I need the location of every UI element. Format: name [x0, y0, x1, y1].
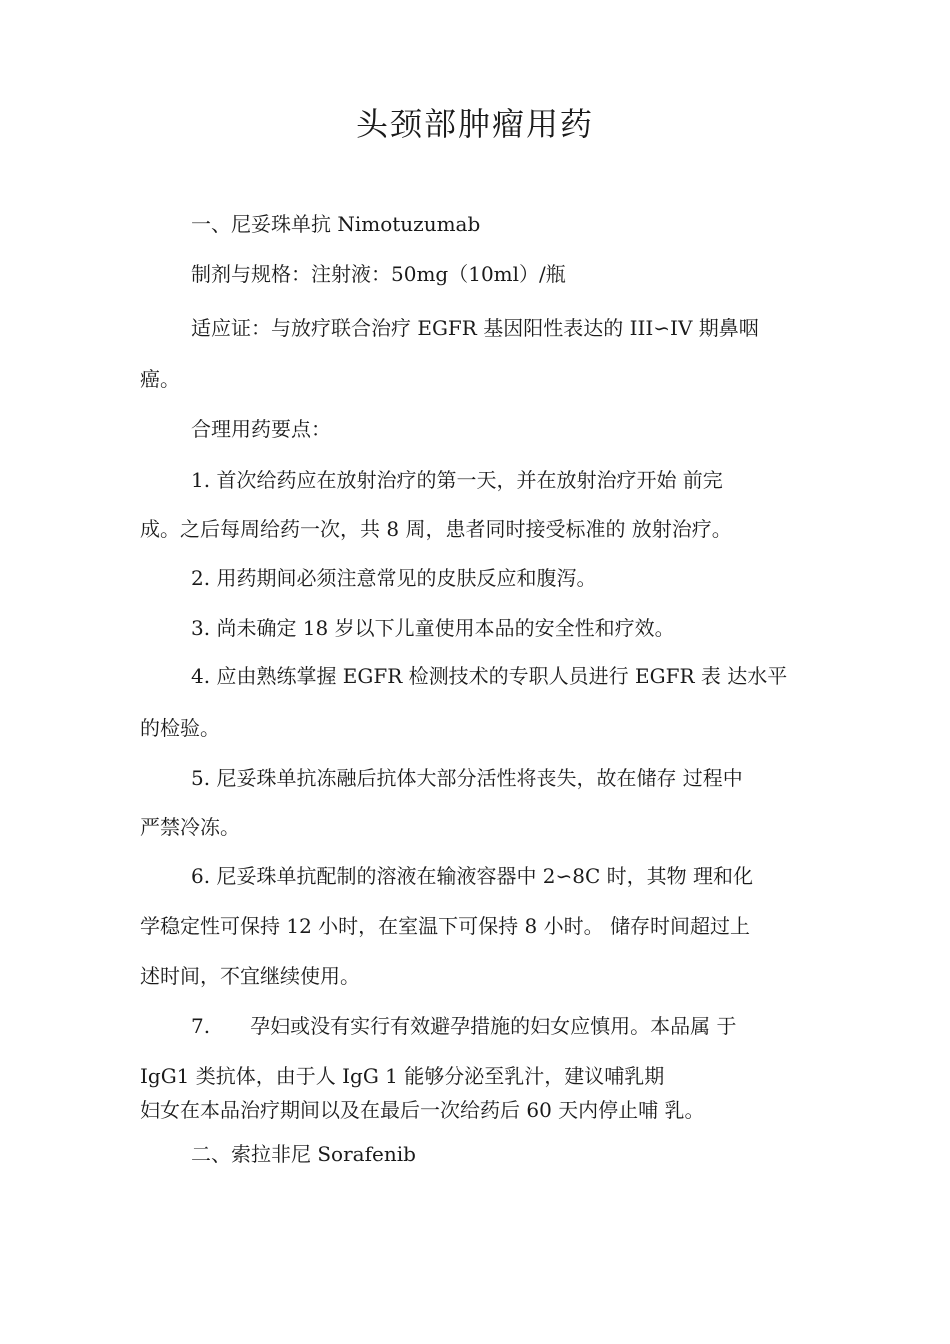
paragraph-key-points-heading: 合理用药要点：: [191, 417, 331, 441]
section-heading-nimotuzumab: 一、尼妥珠单抗 Nimotuzumab: [191, 212, 481, 236]
paragraph-indication-cont: 癌。: [140, 367, 180, 391]
list-item-3: 3. 尚未确定 18 岁以下儿童使用本品的安全性和疗效。: [191, 616, 675, 640]
list-item-7: 7. 孕妇或没有实行有效避孕措施的妇女应慎用。本品属 于: [191, 1014, 737, 1038]
list-item-7-cont-1: IgG1 类抗体，由于人 IgG 1 能够分泌至乳汁，建议哺乳期: [140, 1064, 665, 1088]
paragraph-indication: 适应证：与放疗联合治疗 EGFR 基因阳性表达的 III∽IV 期鼻咽: [191, 316, 759, 340]
list-item-1: 1. 首次给药应在放射治疗的第一天，并在放射治疗开始 前完: [191, 468, 723, 492]
section-heading-sorafenib: 二、索拉非尼 Sorafenib: [191, 1142, 416, 1166]
list-item-5-cont: 严禁冷冻。: [140, 815, 240, 839]
paragraph-dosage-form: 制剂与规格：注射液：50mg（10ml）/瓶: [191, 262, 566, 286]
page-title: 头颈部肿瘤用药: [355, 105, 594, 143]
list-item-6-cont-1: 学稳定性可保持 12 小时，在室温下可保持 8 小时。 储存时间超过上: [140, 914, 750, 938]
list-item-6-cont-2: 述时间，不宜继续使用。: [140, 964, 360, 988]
list-item-5: 5. 尼妥珠单抗冻融后抗体大部分活性将丧失，故在储存 过程中: [191, 766, 743, 790]
list-item-6: 6. 尼妥珠单抗配制的溶液在输液容器中 2∽8C 时，其物 理和化: [191, 864, 754, 888]
list-item-4-cont: 的检验。: [140, 716, 220, 740]
list-item-1-cont: 成。之后每周给药一次，共 8 周，患者同时接受标准的 放射治疗。: [140, 517, 732, 541]
list-item-7-cont-2: 妇女在本品治疗期间以及在最后一次给药后 60 天内停止哺 乳。: [140, 1098, 705, 1122]
list-item-2: 2. 用药期间必须注意常见的皮肤反应和腹泻。: [191, 566, 597, 590]
list-item-4: 4. 应由熟练掌握 EGFR 检测技术的专职人员进行 EGFR 表 达水平: [191, 664, 788, 688]
